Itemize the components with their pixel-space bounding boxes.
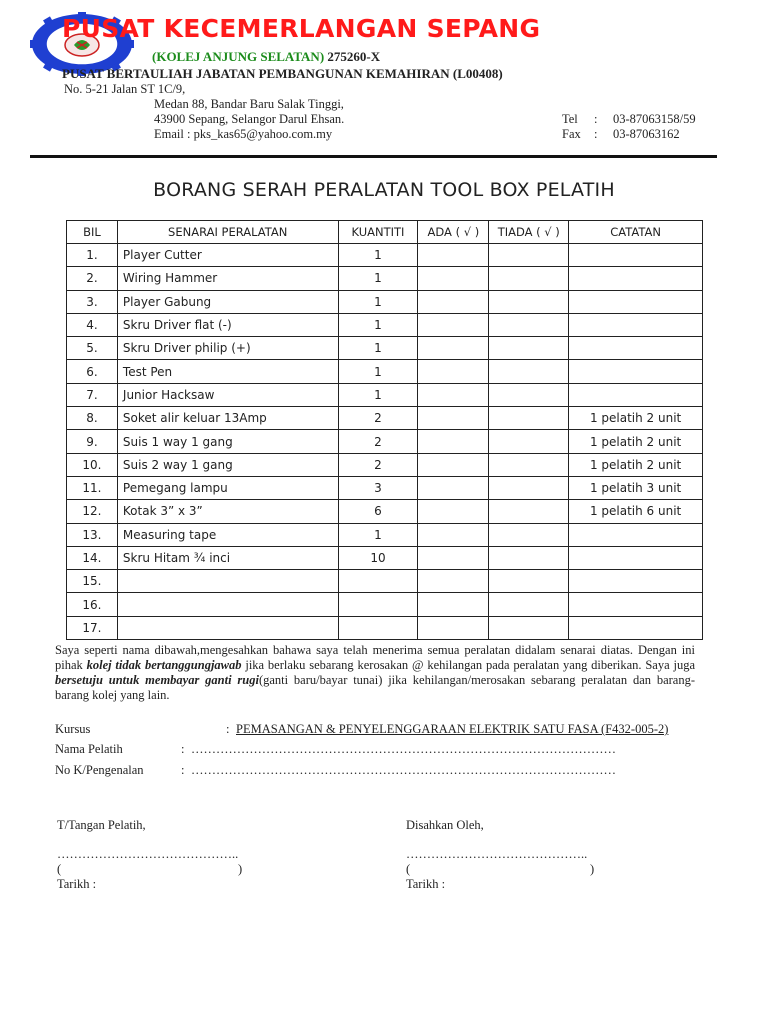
ic-number-label: No K/Pengenalan <box>55 763 144 777</box>
declaration-emphasis-1: kolej tidak bertanggungjawab <box>86 658 242 672</box>
available-checkbox-cell[interactable] <box>418 476 489 499</box>
tel-colon: : <box>594 112 598 126</box>
header-item: SENARAI PERALATAN <box>117 221 338 244</box>
table-row <box>67 500 703 523</box>
missing-checkbox-cell[interactable] <box>489 407 569 430</box>
tool-name: Skru Hitam ¾ inci <box>117 546 338 569</box>
notes-cell <box>569 313 703 336</box>
missing-checkbox-cell[interactable] <box>489 616 569 639</box>
table-row <box>67 523 703 546</box>
trainee-date-label: Tarikh : <box>57 877 97 891</box>
row-number: 12. <box>67 500 118 523</box>
trainee-name-close-paren: ) <box>238 862 243 876</box>
notes-cell <box>569 570 703 593</box>
registration-number: 275260-X <box>327 49 381 64</box>
row-number: 14. <box>67 546 118 569</box>
notes-cell: 1 pelatih 6 unit <box>569 500 703 523</box>
header-available: ADA ( √ ) <box>418 221 489 244</box>
tool-name: Pemegang lampu <box>117 476 338 499</box>
missing-checkbox-cell[interactable] <box>489 523 569 546</box>
header-notes: CATATAN <box>569 221 703 244</box>
tool-name: Wiring Hammer <box>117 267 338 290</box>
available-checkbox-cell[interactable] <box>418 570 489 593</box>
row-number: 11. <box>67 476 118 499</box>
course-colon: : <box>226 722 230 736</box>
row-number: 8. <box>67 407 118 430</box>
missing-checkbox-cell[interactable] <box>489 546 569 569</box>
tool-name: Test Pen <box>117 360 338 383</box>
available-checkbox-cell[interactable] <box>418 616 489 639</box>
table-row <box>67 244 703 267</box>
tool-quantity: 1 <box>338 313 418 336</box>
trainee-name-colon: : <box>181 742 185 756</box>
tel-label: Tel <box>562 112 578 126</box>
header-bil: BIL <box>67 221 118 244</box>
table-row <box>67 407 703 430</box>
missing-checkbox-cell[interactable] <box>489 593 569 616</box>
college-line <box>152 49 380 65</box>
header-missing: TIADA ( √ ) <box>489 221 569 244</box>
form-title: BORANG SERAH PERALATAN TOOL BOX PELATIH <box>153 179 615 201</box>
notes-cell: 1 pelatih 2 unit <box>569 430 703 453</box>
trainee-signature-line[interactable]: …………………………………….. <box>57 847 239 861</box>
missing-checkbox-cell[interactable] <box>489 313 569 336</box>
available-checkbox-cell[interactable] <box>418 523 489 546</box>
available-checkbox-cell[interactable] <box>418 546 489 569</box>
center-name: PUSAT KECEMERLANGAN SEPANG <box>62 14 541 43</box>
row-number: 7. <box>67 383 118 406</box>
address-line-3: 43900 Sepang, Selangor Darul Ehsan. <box>154 112 345 126</box>
course-value: PEMASANGAN & PENYELENGGARAAN ELEKTRIK SATU FASA (F432-005-2) <box>236 722 669 736</box>
available-checkbox-cell[interactable] <box>418 407 489 430</box>
tool-quantity: 2 <box>338 407 418 430</box>
missing-checkbox-cell[interactable] <box>489 244 569 267</box>
tool-quantity: 2 <box>338 453 418 476</box>
tool-name: Player Cutter <box>117 244 338 267</box>
available-checkbox-cell[interactable] <box>418 313 489 336</box>
tel-number: 03-87063158/59 <box>613 112 696 126</box>
trainee-name-label: Nama Pelatih <box>55 742 123 756</box>
tool-quantity: 3 <box>338 476 418 499</box>
notes-cell: 1 pelatih 2 unit <box>569 407 703 430</box>
missing-checkbox-cell[interactable] <box>489 430 569 453</box>
tool-name: Kotak 3” x 3” <box>117 500 338 523</box>
tool-name: Measuring tape <box>117 523 338 546</box>
tool-quantity: 1 <box>338 523 418 546</box>
header-quantity: KUANTITI <box>338 221 418 244</box>
row-number: 3. <box>67 290 118 313</box>
declaration-part-3: (ganti baru/bayar tunai) jika kehilangan/merosakan sebarang peralatan dan barang-barang kolej yang lain. <box>55 673 695 702</box>
tool-name: Junior Hacksaw <box>117 383 338 406</box>
tool-quantity: 2 <box>338 430 418 453</box>
table-row <box>67 616 703 639</box>
tool-name: Suis 1 way 1 gang <box>117 430 338 453</box>
available-checkbox-cell[interactable] <box>418 453 489 476</box>
trainee-name-open-paren: ( <box>57 862 62 876</box>
notes-cell <box>569 616 703 639</box>
table-row <box>67 593 703 616</box>
ic-number-field[interactable]: ………………………………………………………………………………………… <box>191 763 616 777</box>
missing-checkbox-cell[interactable] <box>489 500 569 523</box>
declaration-part-1: Saya seperti nama dibawah,mengesahkan bahawa saya telah menerima semua peralatan didalam senarai diatas. Dengan ini pihak <box>55 643 695 672</box>
tool-name: Skru Driver flat (-) <box>117 313 338 336</box>
available-checkbox-cell[interactable] <box>418 593 489 616</box>
approver-label: Disahkan Oleh, <box>406 818 484 832</box>
missing-checkbox-cell[interactable] <box>489 290 569 313</box>
available-checkbox-cell[interactable] <box>418 244 489 267</box>
table-row <box>67 546 703 569</box>
notes-cell <box>569 383 703 406</box>
fax-label: Fax <box>562 127 581 141</box>
address-line-2: Medan 88, Bandar Baru Salak Tinggi, <box>154 97 344 111</box>
college-name: (KOLEJ ANJUNG SELATAN) <box>152 49 325 64</box>
tool-name: Soket alir keluar 13Amp <box>117 407 338 430</box>
tool-quantity <box>338 593 418 616</box>
course-label: Kursus <box>55 722 91 736</box>
row-number: 13. <box>67 523 118 546</box>
tool-name: Player Gabung <box>117 290 338 313</box>
header-divider <box>30 155 717 158</box>
available-checkbox-cell[interactable] <box>418 430 489 453</box>
table-row <box>67 313 703 336</box>
row-number: 6. <box>67 360 118 383</box>
row-number: 1. <box>67 244 118 267</box>
row-number: 17. <box>67 616 118 639</box>
tool-quantity: 6 <box>338 500 418 523</box>
tool-quantity <box>338 616 418 639</box>
tool-name <box>117 593 338 616</box>
approver-date-label: Tarikh : <box>406 877 446 891</box>
row-number: 15. <box>67 570 118 593</box>
missing-checkbox-cell[interactable] <box>489 360 569 383</box>
declaration-emphasis-2: bersetuju untuk membayar ganti rugi <box>55 673 259 687</box>
missing-checkbox-cell[interactable] <box>489 383 569 406</box>
notes-cell: 1 pelatih 3 unit <box>569 476 703 499</box>
ic-number-colon: : <box>181 763 185 777</box>
table-row <box>67 383 703 406</box>
row-number: 5. <box>67 337 118 360</box>
notes-cell <box>569 546 703 569</box>
row-number: 9. <box>67 430 118 453</box>
trainee-signature-label: T/Tangan Pelatih, <box>57 818 146 832</box>
table-row <box>67 267 703 290</box>
table-row <box>67 360 703 383</box>
table-row <box>67 337 703 360</box>
declaration-text <box>55 643 695 703</box>
tool-quantity: 1 <box>338 337 418 360</box>
available-checkbox-cell[interactable] <box>418 500 489 523</box>
missing-checkbox-cell[interactable] <box>489 453 569 476</box>
tool-quantity <box>338 570 418 593</box>
approver-name-close-paren: ) <box>590 862 595 876</box>
missing-checkbox-cell[interactable] <box>489 476 569 499</box>
notes-cell <box>569 360 703 383</box>
missing-checkbox-cell[interactable] <box>489 570 569 593</box>
notes-cell <box>569 523 703 546</box>
approver-name-open-paren: ( <box>406 862 411 876</box>
email-line: Email : pks_kas65@yahoo.com.my <box>154 127 333 141</box>
tool-quantity: 1 <box>338 267 418 290</box>
row-number: 2. <box>67 267 118 290</box>
available-checkbox-cell[interactable] <box>418 337 489 360</box>
notes-cell: 1 pelatih 2 unit <box>569 453 703 476</box>
notes-cell <box>569 337 703 360</box>
tool-checklist-table <box>66 220 703 640</box>
tool-name <box>117 616 338 639</box>
available-checkbox-cell[interactable] <box>418 267 489 290</box>
accreditation-line: PUSAT BERTAULIAH JABATAN PEMBANGUNAN KEMAHIRAN (L00408) <box>62 66 503 81</box>
fax-colon: : <box>594 127 598 141</box>
missing-checkbox-cell[interactable] <box>489 267 569 290</box>
trainee-name-field[interactable]: ………………………………………………………………………………………… <box>191 742 616 756</box>
available-checkbox-cell[interactable] <box>418 383 489 406</box>
table-row <box>67 290 703 313</box>
tool-name <box>117 570 338 593</box>
tool-quantity: 1 <box>338 360 418 383</box>
table-row <box>67 430 703 453</box>
tool-quantity: 1 <box>338 383 418 406</box>
table-row <box>67 570 703 593</box>
available-checkbox-cell[interactable] <box>418 360 489 383</box>
tool-quantity: 1 <box>338 290 418 313</box>
declaration-part-2: jika berlaku sebarang kerosakan @ kehilangan pada peralatan yang diberikan. Saya juga <box>241 658 695 672</box>
table-row <box>67 453 703 476</box>
tool-name: Suis 2 way 1 gang <box>117 453 338 476</box>
notes-cell <box>569 593 703 616</box>
address-line-1: No. 5-21 Jalan ST 1C/9, <box>64 82 186 96</box>
tool-quantity: 10 <box>338 546 418 569</box>
missing-checkbox-cell[interactable] <box>489 337 569 360</box>
row-number: 10. <box>67 453 118 476</box>
table-header-row <box>67 221 703 244</box>
fax-number: 03-87063162 <box>613 127 680 141</box>
row-number: 4. <box>67 313 118 336</box>
table-row <box>67 476 703 499</box>
notes-cell <box>569 244 703 267</box>
notes-cell <box>569 267 703 290</box>
tool-name: Skru Driver philip (+) <box>117 337 338 360</box>
approver-signature-line[interactable]: …………………………………….. <box>406 847 588 861</box>
available-checkbox-cell[interactable] <box>418 290 489 313</box>
row-number: 16. <box>67 593 118 616</box>
tool-quantity: 1 <box>338 244 418 267</box>
notes-cell <box>569 290 703 313</box>
